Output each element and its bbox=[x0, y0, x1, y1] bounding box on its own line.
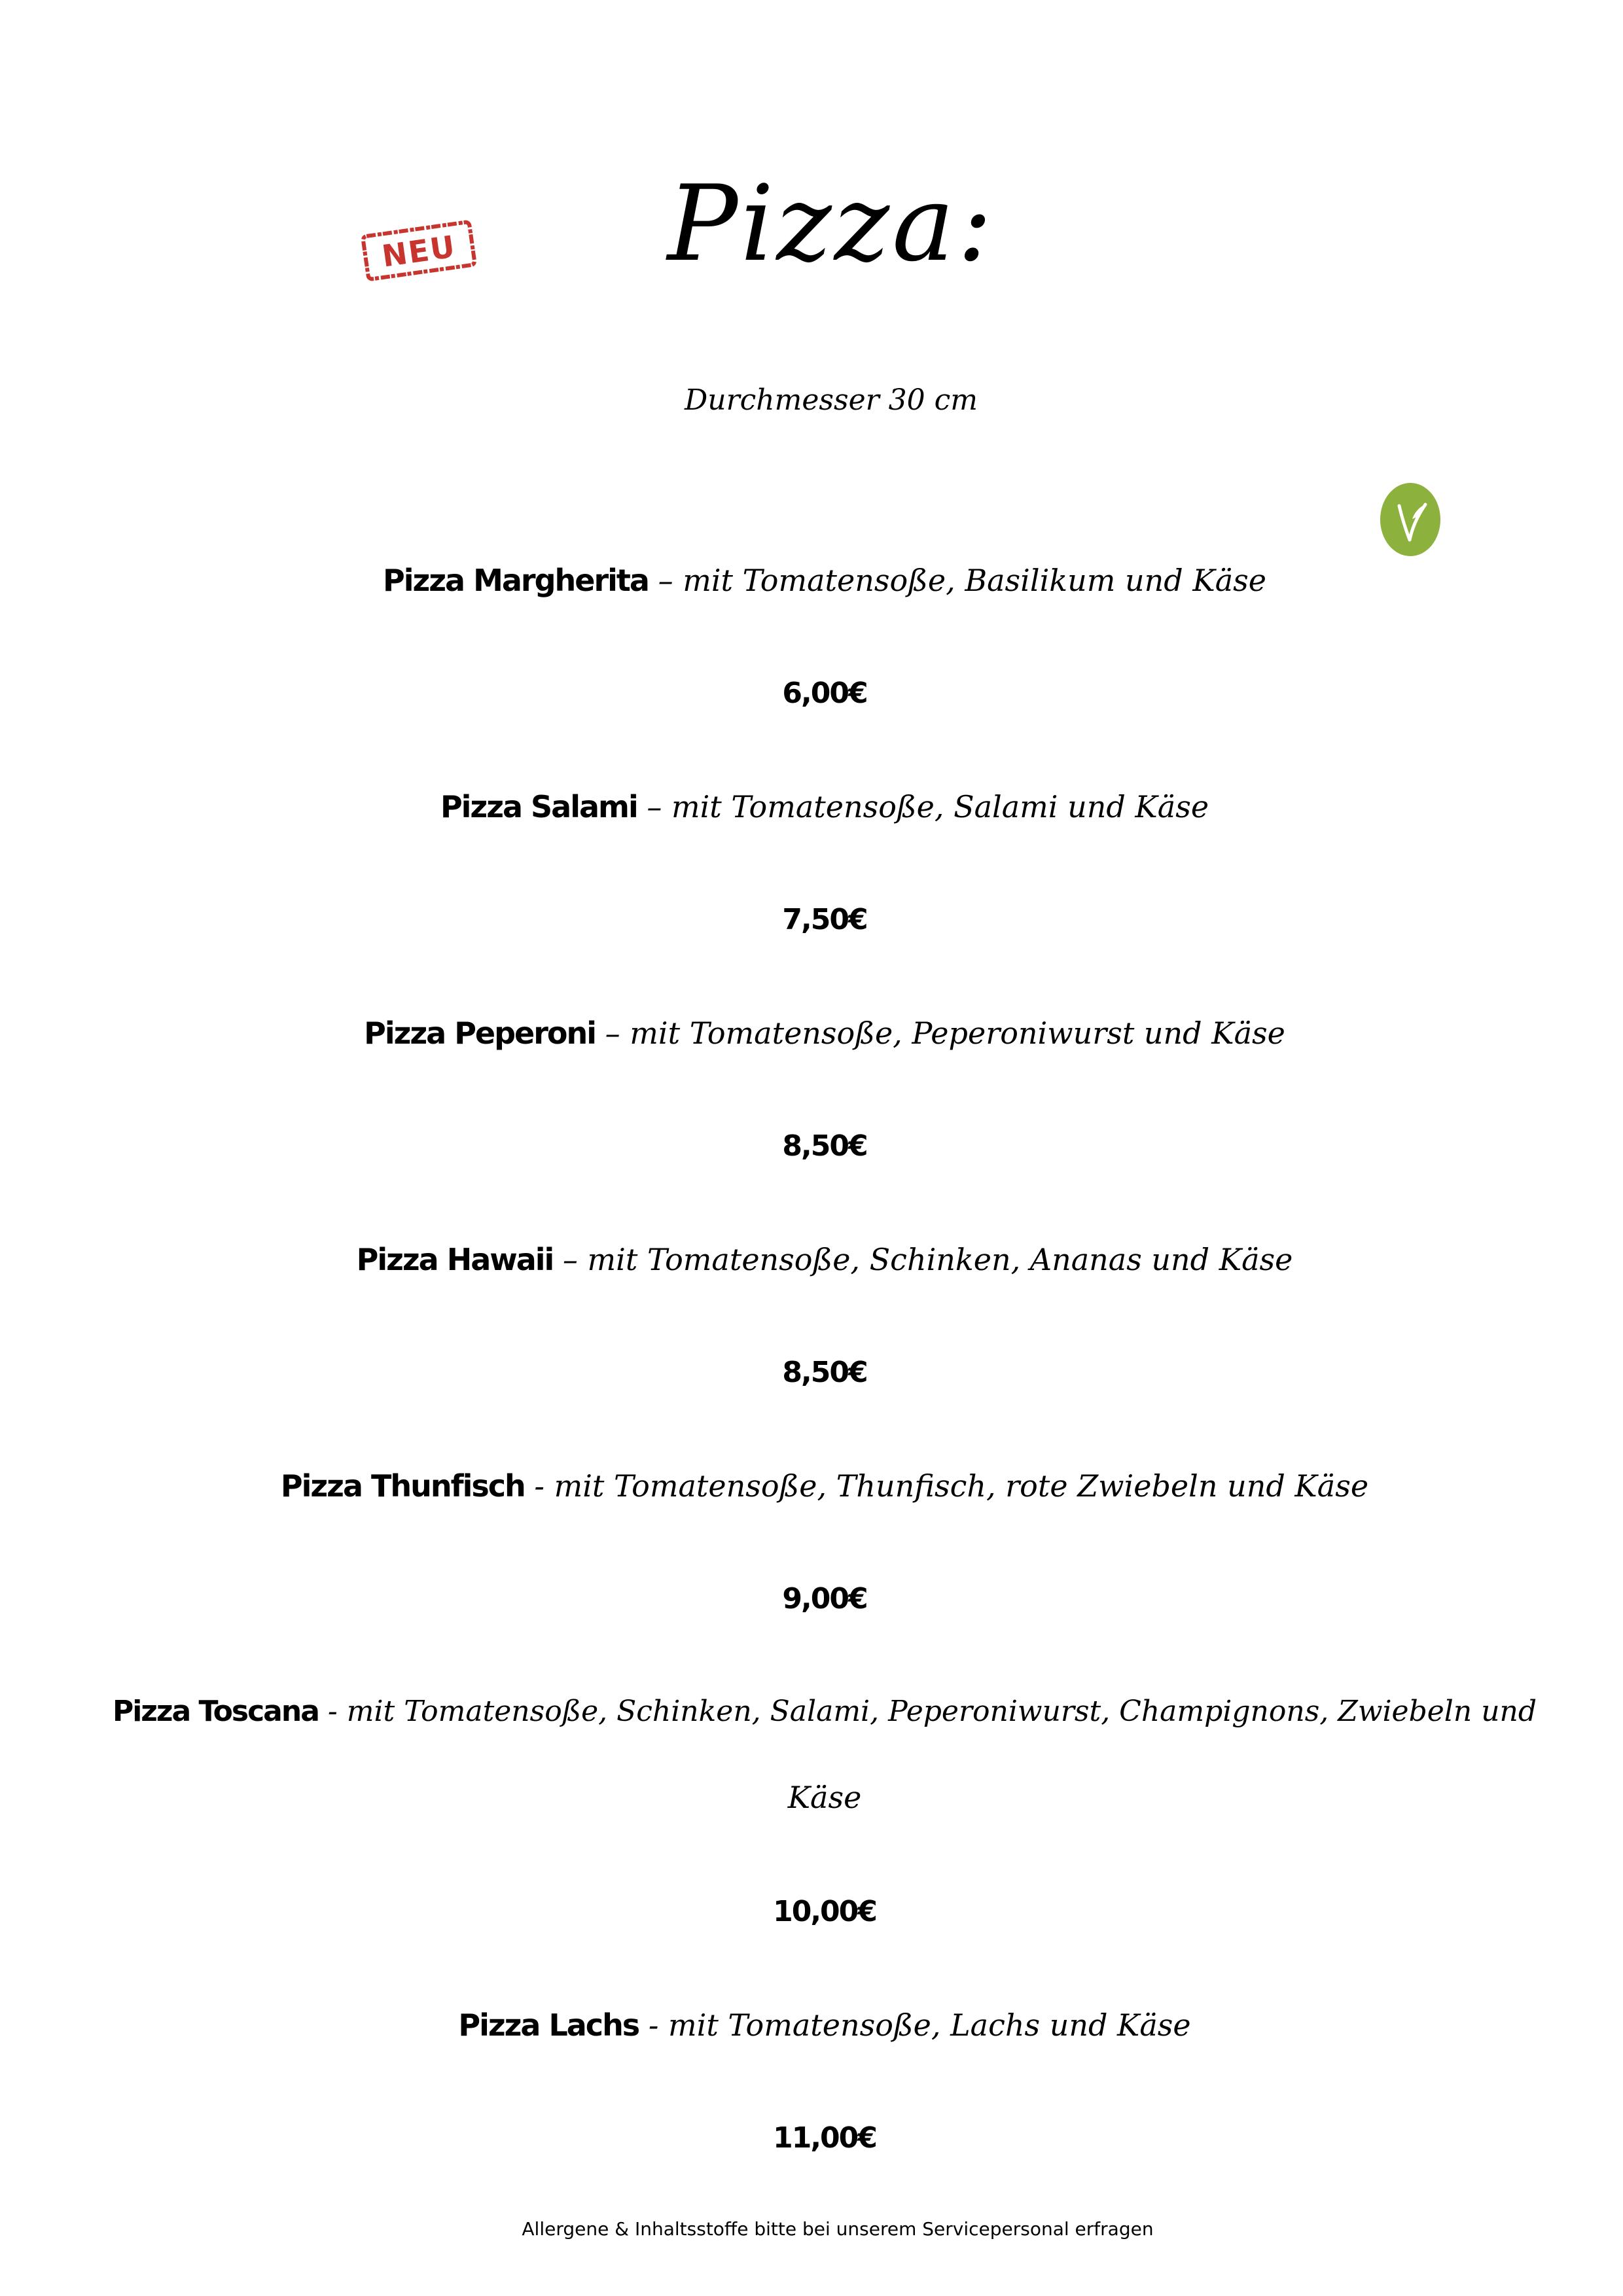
item-price: 10,00€ bbox=[773, 1895, 876, 1928]
item-price: 8,50€ bbox=[782, 1356, 867, 1389]
vegetarian-leaf-icon bbox=[1380, 482, 1441, 557]
item-name: Pizza Salami bbox=[440, 789, 637, 824]
item-name: Pizza Thunfisch bbox=[280, 1468, 525, 1504]
allergen-note: Allergene & Inhaltsstoffe bitte bei unserem Servicepersonal erfragen bbox=[522, 2218, 1154, 2240]
menu-item bbox=[105, 789, 1544, 824]
menu-item bbox=[105, 2007, 1544, 2043]
item-price: 7,50€ bbox=[782, 903, 867, 936]
item-description: - mit Tomatensoße, Schinken, Salami, Peperoniwurst, Champignons, Zwiebeln und bbox=[318, 1695, 1537, 1728]
item-name: Pizza Peperoni bbox=[364, 1016, 596, 1051]
menu-item bbox=[105, 1242, 1544, 1277]
item-price: 6,00€ bbox=[782, 677, 867, 710]
menu-item bbox=[105, 1016, 1544, 1051]
menu-item bbox=[105, 1697, 1544, 1726]
page-title: Pizza: bbox=[667, 162, 995, 285]
item-description: – mit Tomatensoße, Salami und Käse bbox=[637, 789, 1209, 824]
item-price: 8,50€ bbox=[782, 1129, 867, 1163]
item-description-continued: Käse bbox=[787, 1780, 862, 1815]
menu-item bbox=[105, 563, 1544, 598]
item-description: - mit Tomatensoße, Lachs und Käse bbox=[639, 2007, 1191, 2043]
item-price: 11,00€ bbox=[773, 2121, 876, 2155]
item-name: Pizza Hawaii bbox=[356, 1242, 554, 1277]
item-price: 9,00€ bbox=[782, 1582, 867, 1616]
item-name: Pizza Toscana bbox=[112, 1695, 319, 1728]
item-description: – mit Tomatensoße, Schinken, Ananas und Käse bbox=[553, 1242, 1293, 1277]
stamp-text: NEU bbox=[380, 228, 458, 274]
item-description: – mit Tomatensoße, Peperoniwurst und Käse bbox=[596, 1016, 1285, 1051]
page-subtitle: Durchmesser 30 cm bbox=[685, 383, 978, 417]
item-description: - mit Tomatensoße, Thunfisch, rote Zwiebeln und Käse bbox=[524, 1468, 1369, 1504]
item-name: Pizza Lachs bbox=[458, 2007, 639, 2043]
item-name: Pizza Margherita bbox=[383, 563, 649, 598]
item-description: – mit Tomatensoße, Basilikum und Käse bbox=[648, 563, 1266, 598]
menu-item bbox=[105, 1468, 1544, 1504]
